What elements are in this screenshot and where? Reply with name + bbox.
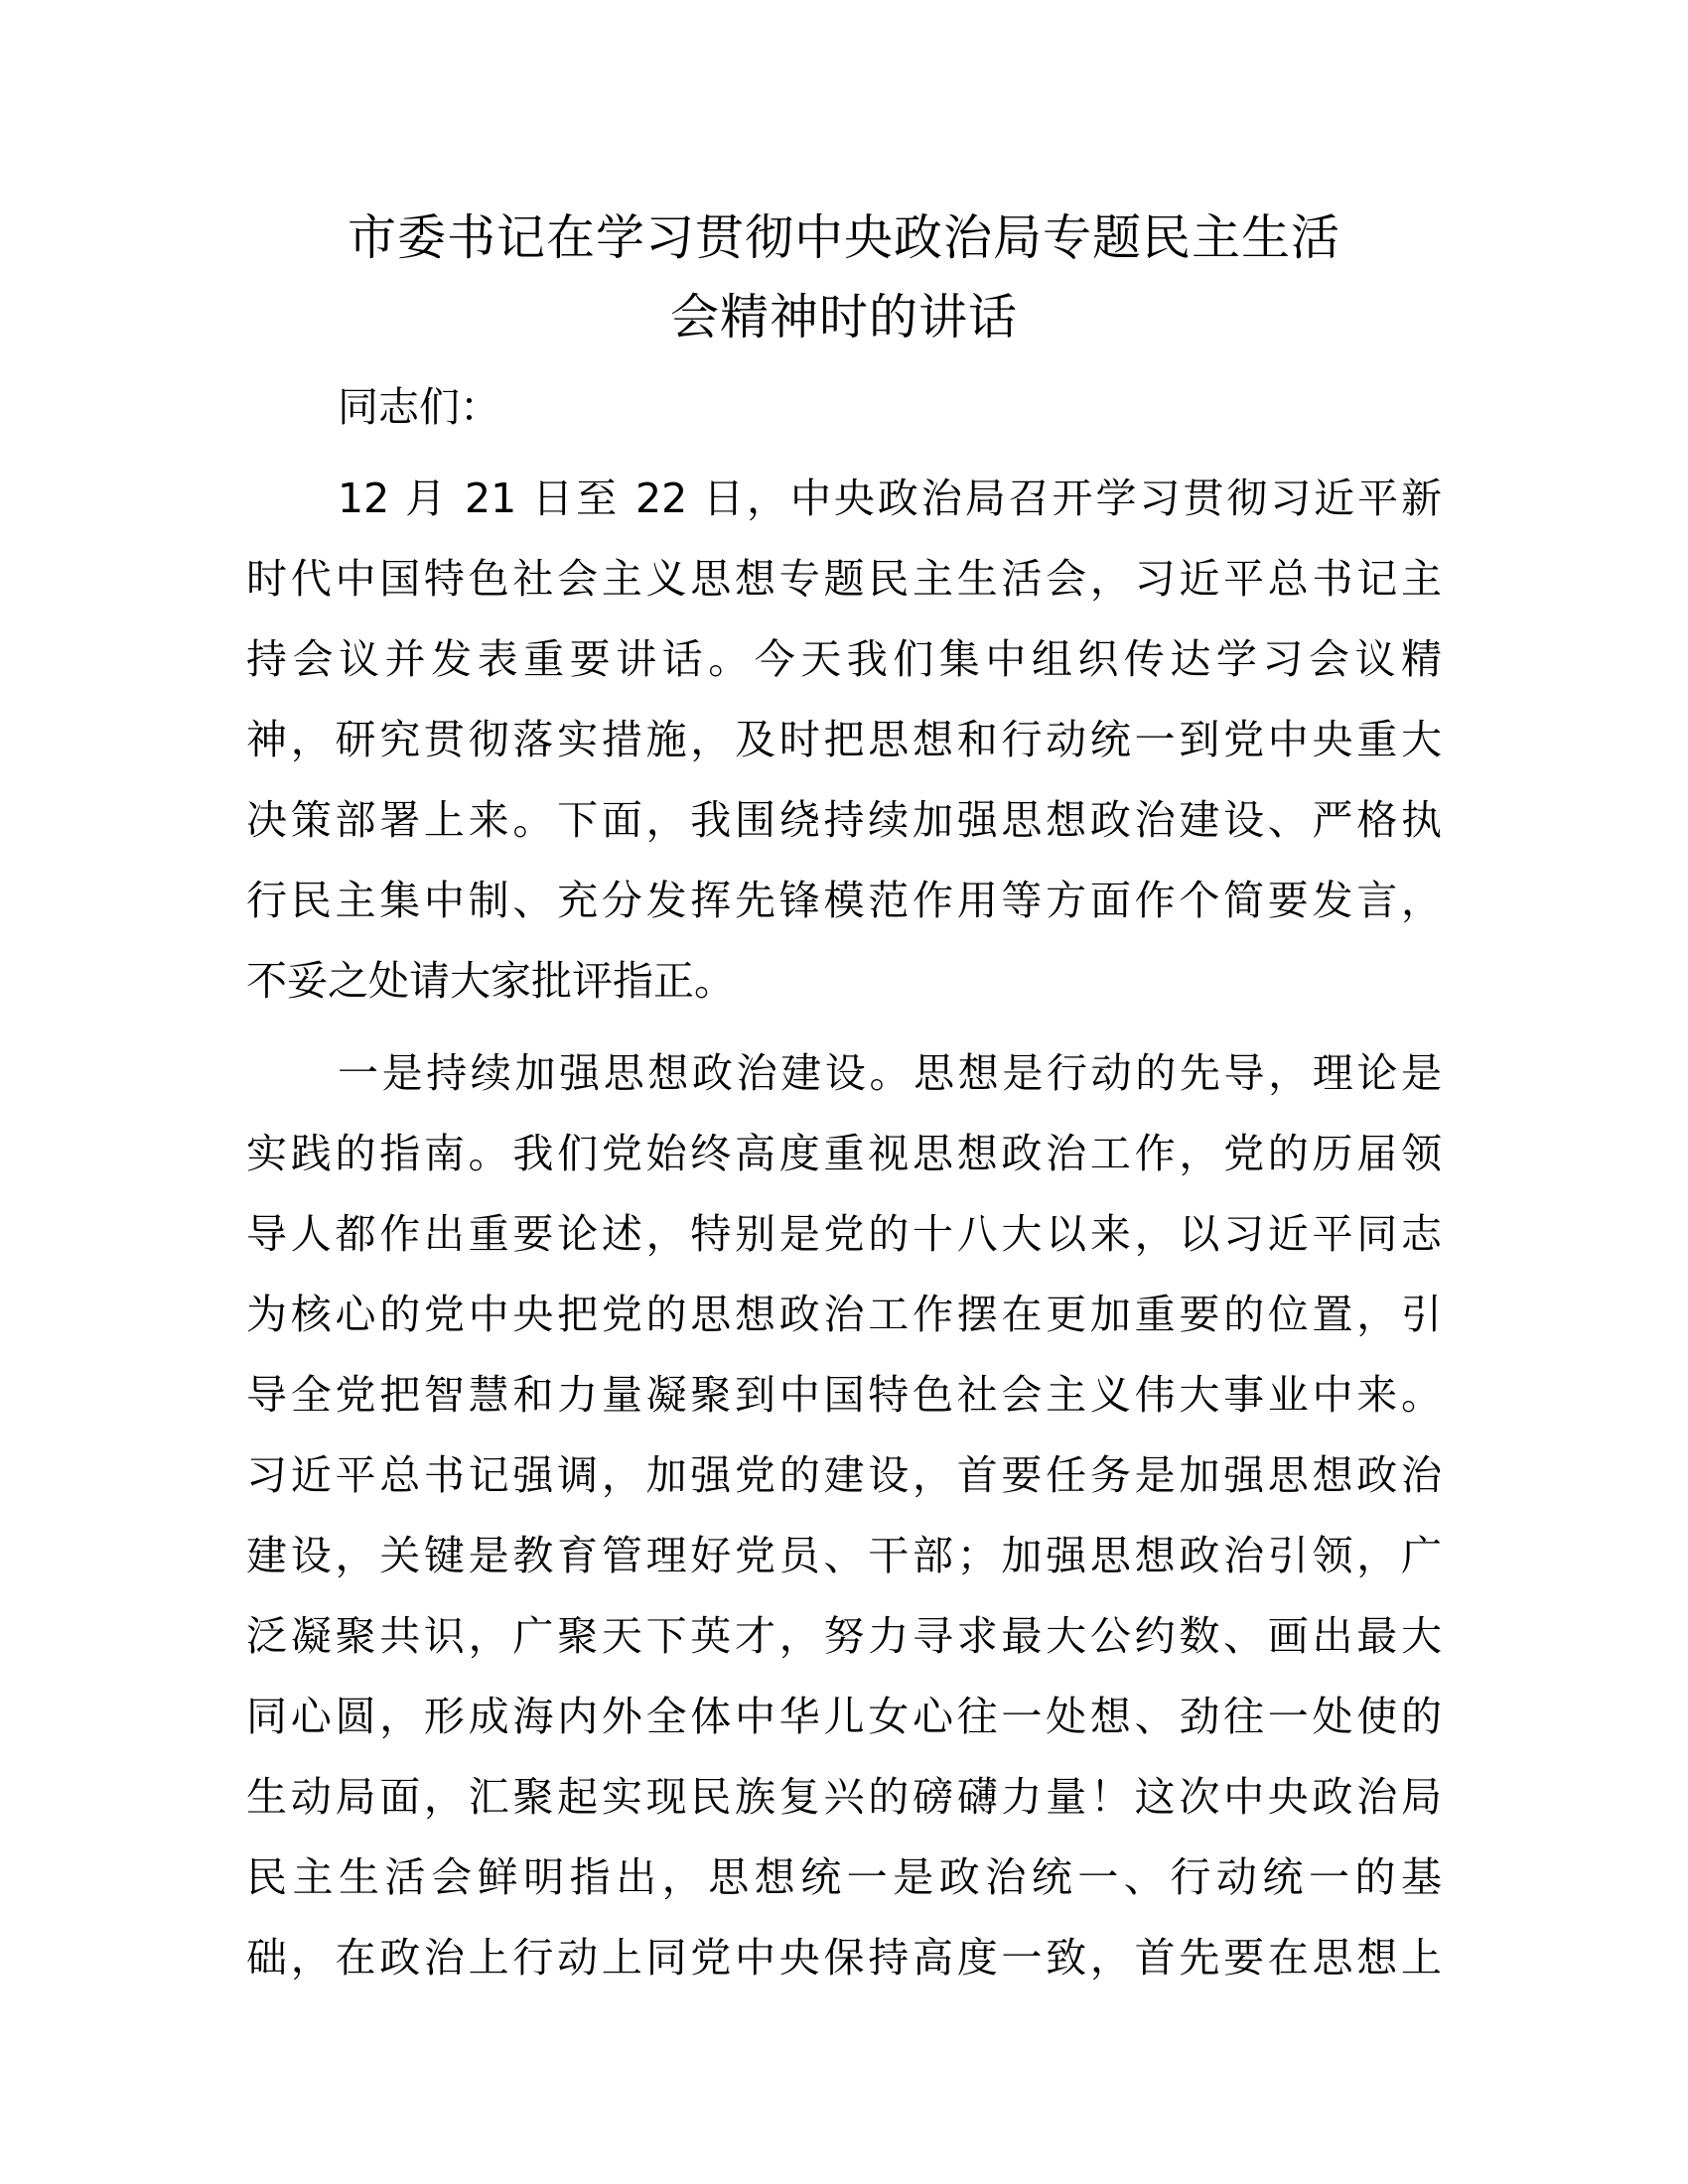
paragraph-line: 民主生活会鲜明指出，思想统一是政治统一、行动统一的基 [246,1853,1442,1901]
paragraph-line: 时代中国特色社会主义思想专题民主生活会，习近平总书记主 [246,555,1442,603]
paragraph-line: 12 月 21 日至 22 日，中央政治局召开学习贯彻习近平新 [338,475,1442,522]
paragraph-line: 泛凝聚共识，广聚天下英才，努力寻求最大公约数、画出最大 [246,1612,1442,1660]
paragraph-line: 习近平总书记强调，加强党的建设，首要任务是加强思想政治 [246,1451,1442,1499]
document-title [246,199,1442,357]
paragraph-point-one [246,1033,1442,1998]
title-line-2: 会精神时的讲话 [669,289,1018,345]
paragraph-line: 生动局面，汇聚起实现民族复兴的磅礴力量！这次中央政治局 [246,1773,1442,1821]
paragraph-line: 行民主集中制、充分发挥先锋模范作用等方面作个简要发言， [246,877,1442,924]
paragraph-line: 决策部署上来。下面，我围绕持续加强思想政治建设、严格执 [246,796,1442,844]
paragraph-line: 不妥之处请大家批评指正。 [246,957,735,1005]
paragraph-line: 为核心的党中央把党的思想政治工作摆在更加重要的位置，引 [246,1291,1442,1338]
document-page [246,199,1442,1998]
paragraph-line: 实践的指南。我们党始终高度重视思想政治工作，党的历届领 [246,1130,1442,1177]
paragraph-line: 建设，关键是教育管理好党员、干部；加强思想政治引领，广 [246,1532,1442,1579]
paragraph-line: 导人都作出重要论述，特别是党的十八大以来，以习近平同志 [246,1210,1442,1258]
paragraph-line: 础，在政治上行动上同党中央保持高度一致，首先要在思想上 [246,1934,1442,1981]
paragraph-line: 神，研究贯彻落实措施，及时把思想和行动统一到党中央重大 [246,716,1442,763]
salutation: 同志们： [338,383,500,431]
paragraph-intro [246,459,1442,1022]
paragraph-line: 同心圆，形成海内外全体中华儿女心往一处想、劲往一处使的 [246,1693,1442,1740]
paragraph-line: 一是持续加强思想政治建设。思想是行动的先导，理论是 [338,1049,1442,1097]
title-line-1: 市委书记在学习贯彻中央政治局专题民主生活 [347,209,1340,266]
paragraph-line: 导全党把智慧和力量凝聚到中国特色社会主义伟大事业中来。 [246,1371,1442,1419]
paragraph-line: 持会议并发表重要讲话。今天我们集中组织传达学习会议精 [246,635,1442,683]
